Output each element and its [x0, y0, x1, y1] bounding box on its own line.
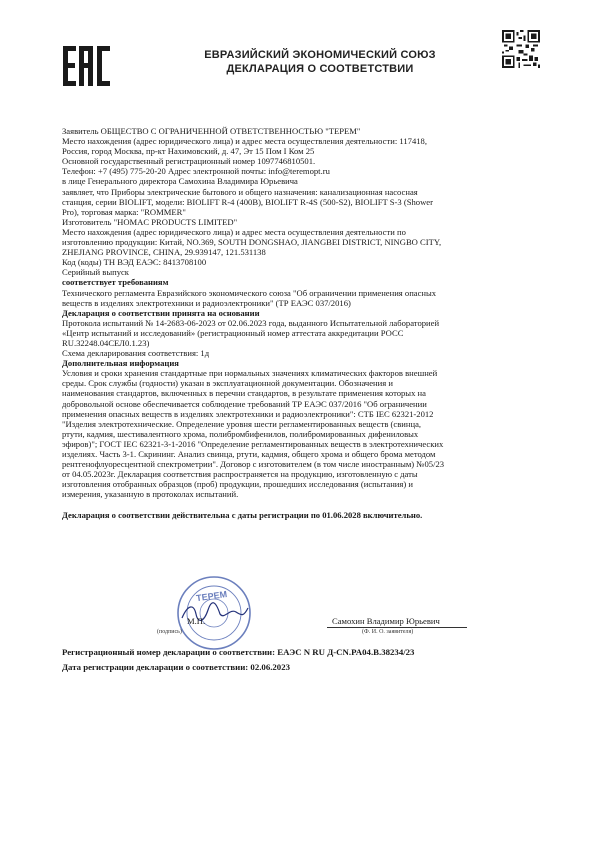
eac-mark-icon — [62, 42, 112, 92]
body-line: добровольной основе обеспечивается соблюдение требований ТР ЕАЭС 037/2016 "Об ограничении — [62, 398, 427, 409]
body-line: Протокола испытаний № 14-2683-06-2023 от 02.06.2023 года, выданного Испытательной лабораторией — [62, 317, 440, 328]
signatory-name: Самохин Владимир Юрьевич — [332, 616, 440, 626]
header-union-title: ЕВРАЗИЙСКИЙ ЭКОНОМИЧЕСКИЙ СОЮЗ — [204, 49, 436, 61]
body-line: в лице Генерального директора Самохина Владимира Юрьевича — [62, 176, 298, 187]
body-line: «Центр испытаний и исследований» (регистрационный номер аттестата аккредитации РОСС — [62, 327, 404, 338]
body-line: Заявитель ОБЩЕСТВО С ОГРАНИЧЕННОЙ ОТВЕТСТВЕННОСТЬЮ "ТЕРЕМ" — [62, 126, 361, 136]
body-line: Pro), торговая марка: "ROMMER" — [62, 206, 186, 217]
body-line: Основной государственный регистрационный номер 1097746810501. — [62, 156, 316, 167]
body-line: веществ в изделиях электротехники и радиоэлектроники" (ТР ЕАЭС 037/2016) — [62, 297, 351, 308]
body-line: ртути, кадмия, шестивалентного хрома, полибромбифенилов, полибромированных дифениловых — [62, 428, 419, 439]
seal-place-label: М.П. — [187, 616, 206, 626]
eac-logo — [62, 42, 112, 92]
body-line: Дополнительная информация — [62, 358, 179, 369]
body-line: Технического регламента Евразийского экономического союза "Об ограничении применения опасных — [62, 287, 437, 298]
body-line: рентгенофлуоресцентной спектрометрии". Договор с изготовителем (в том числе иностранным) №05/23 — [62, 459, 445, 470]
body-line: RU.32248.04СЕЛ0.1.23) — [62, 337, 150, 348]
body-line: Декларация о соответствии действительна с даты регистрации по 01.06.2028 включительно. — [62, 509, 423, 520]
body-line: соответствует требованиям — [62, 277, 169, 288]
body-line: от 04.05.2023г. Декларация соответствия распространяется на продукцию, изготовленную с даты — [62, 469, 418, 480]
header-declaration-title: ДЕКЛАРАЦИЯ О СООТВЕТСТВИИ — [226, 63, 414, 75]
body-line: наименования стандартов, включенных в перечни стандартов, в результате применения которых на — [62, 388, 426, 399]
body-line: изделиях. Часть 3-1. Скрининг. Анализ свинца, ртути, кадмия, общего хрома и общего брома методом — [62, 449, 436, 459]
signatory-name-caption: (Ф. И. О. заявителя) — [362, 629, 414, 635]
body-line: применения опасных веществ в изделиях электротехники и радиоэлектроники": СТБ IEC 62321-2012 — [62, 408, 434, 419]
declaration-body — [62, 126, 542, 520]
registration-block — [62, 645, 542, 675]
body-line: Декларация о соответствии принята на основании — [62, 307, 260, 318]
body-line: Телефон: +7 (495) 775-20-20 Адрес электронной почты: info@teremopt.ru — [62, 166, 330, 177]
signature-row — [62, 608, 542, 638]
document-header — [150, 48, 490, 76]
body-line: изготовлению продукции: Китай, NO.369, SOUTH DONGSHAO, JIANGBEI DISTRICT, NINGBO CITY, — [62, 237, 442, 248]
body-line: заявляет, что Приборы электрические бытового и общего назначения: канализационная насосная — [62, 186, 418, 197]
body-line: среды. Срок службы (годности) указан в эксплуатационной документации. Обозначения и — [62, 378, 393, 389]
body-line: измерения, указанную в протоколах испытаний. — [62, 489, 239, 500]
body-line: Место нахождения (адрес юридического лица) и адрес места осуществления деятельности по — [62, 226, 406, 237]
body-line: станция, серии BIOLIFT, модели: BIOLIFT R-4 (400B), BIOLIFT R-4S (500-S2), BIOLIFT S-3 (Shower — [62, 196, 433, 207]
body-line: Условия и сроки хранения стандартные при нормальных значениях климатических факторов внешней — [62, 368, 438, 379]
body-line: Россия, город Москва, пр-кт Нахимовский, д. 47, Эт 15 Пом I Ком 25 — [62, 146, 315, 157]
registration-number: Регистрационный номер декларации о соответствии: ЕАЭС N RU Д-CN.PA04.B.38234/23 — [62, 647, 415, 657]
body-line: эфиров)"; ГОСТ IEC 62321-3-1-2016 "Определение регламентированных веществ в электротехнических — [62, 438, 444, 449]
registration-date: Дата регистрации декларации о соответствии: 02.06.2023 — [62, 662, 291, 672]
body-line: изготовления отобранных образцов (проб) продукции, прошедших исследования (испытания) и — [62, 479, 413, 490]
body-line: Изготовитель "HOMAC PRODUCTS LIMITED" — [62, 216, 238, 227]
body-line — [62, 499, 542, 509]
signatory-name-line — [327, 627, 467, 628]
stamp-text: ТЕРЕМ — [195, 589, 228, 604]
body-line: Место нахождения (адрес юридического лица) и адрес места осуществления деятельности: 117418, — [62, 136, 427, 147]
body-line: Схема декларирования соответствия: 1д — [62, 348, 210, 359]
body-line: ZHEJIANG PROVINCE, CHINA, 29.939147, 121.531138 — [62, 247, 266, 258]
qr-code — [502, 30, 540, 68]
body-line: Код (коды) ТН ВЭД ЕАЭС: 8413708100 — [62, 257, 207, 268]
qr-code-icon — [502, 30, 540, 68]
signature-caption: (подпись) — [157, 629, 182, 635]
body-line: "Изделия электротехнические. Определение уровня шести регламентированных веществ (свинца, — [62, 418, 422, 429]
body-line: Серийный выпуск — [62, 267, 129, 278]
